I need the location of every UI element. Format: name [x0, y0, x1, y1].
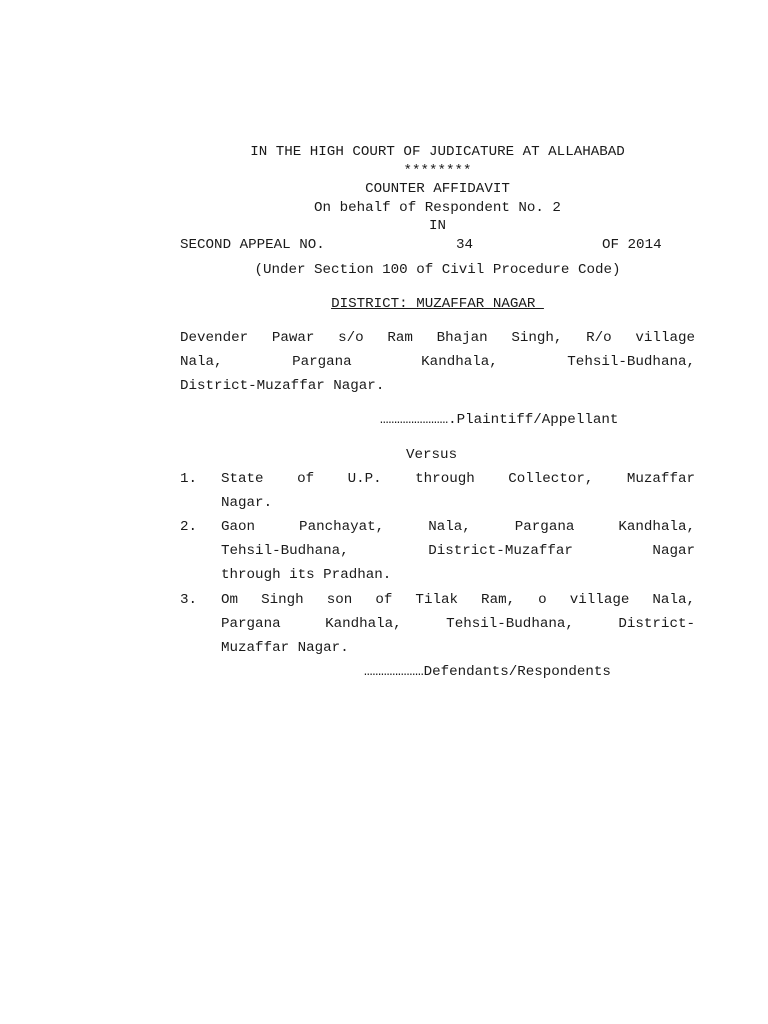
defendant-line: Tehsil-Budhana, District-Muzaffar Nagar: [221, 543, 695, 559]
defendant-line: through its Pradhan.: [221, 567, 392, 583]
defendant-line: Om Singh son of Tilak Ram, o village Nala,: [221, 592, 695, 608]
plaintiff-line: Nala, Pargana Kandhala, Tehsil-Budhana,: [180, 354, 695, 370]
appeal-number: 34: [456, 237, 474, 253]
district-heading: DISTRICT: MUZAFFAR NAGAR: [331, 296, 544, 312]
list-number: 1.: [180, 471, 198, 487]
plaintiff-role: …………………….Plaintiff/Appellant: [380, 412, 619, 428]
court-title: IN THE HIGH COURT OF JUDICATURE AT ALLAHABAD: [250, 144, 625, 160]
defendant-line: Pargana Kandhala, Tehsil-Budhana, District-: [221, 616, 695, 632]
document-type: COUNTER AFFIDAVIT: [365, 181, 510, 197]
in-label: IN: [428, 218, 447, 234]
plaintiff-line: District-Muzaffar Nagar.: [180, 378, 385, 394]
list-number: 3.: [180, 592, 198, 608]
defendant-line: State of U.P. through Collector, Muzaffar: [221, 471, 695, 487]
appeal-year: OF 2014: [602, 237, 662, 253]
section-reference: (Under Section 100 of Civil Procedure Code): [254, 262, 621, 278]
separator-stars: ********: [403, 163, 472, 179]
defendant-line: Muzaffar Nagar.: [221, 640, 349, 656]
defendant-line: Nagar.: [221, 495, 273, 511]
on-behalf-line: On behalf of Respondent No. 2: [314, 200, 561, 216]
defendants-role: …………………Defendants/Respondents: [364, 664, 611, 680]
defendant-line: Gaon Panchayat, Nala, Pargana Kandhala,: [221, 519, 695, 535]
plaintiff-line: Devender Pawar s/o Ram Bhajan Singh, R/o village: [180, 330, 695, 346]
versus-label: Versus: [406, 447, 458, 463]
appeal-label: SECOND APPEAL NO.: [180, 237, 325, 253]
list-number: 2.: [180, 519, 198, 535]
